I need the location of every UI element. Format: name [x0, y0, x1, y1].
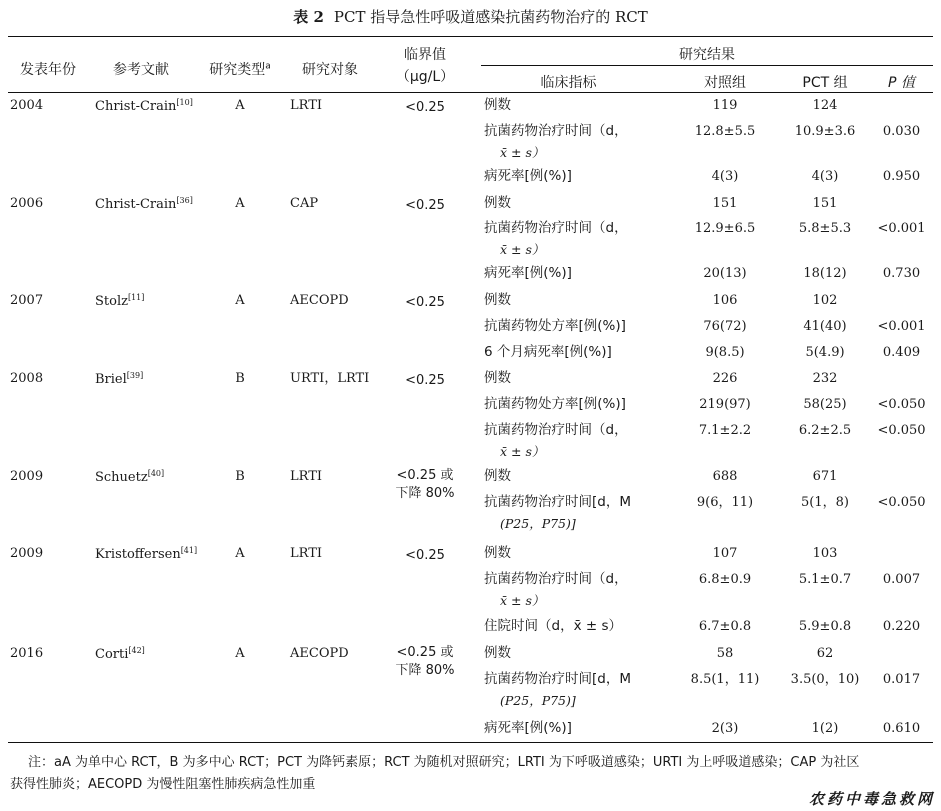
study-threshold: <0.25: [405, 198, 445, 213]
control-value: 7.1±2.2: [698, 423, 752, 438]
study-subject: LRTI: [290, 98, 322, 113]
pct-value: 5.8±5.3: [798, 221, 852, 236]
indicator-label-cont: x̄ ± s）: [500, 145, 545, 160]
p-value: 0.030: [882, 124, 921, 139]
study-subject: AECOPD: [290, 646, 349, 661]
study-reference: [95, 547, 197, 561]
reference-citation: [42]: [128, 646, 145, 655]
reference-author: Schuetz: [95, 470, 148, 485]
indicator-label: 例数: [484, 292, 511, 308]
indicator-label: 例数: [484, 97, 511, 113]
control-value: 4(3): [711, 169, 739, 184]
pct-value: 62: [816, 646, 834, 661]
bottom-rule: [8, 742, 933, 743]
control-value: 9(8.5): [705, 345, 745, 360]
pct-value: 5.9±0.8: [798, 619, 852, 634]
study-threshold: <0.25: [405, 295, 445, 310]
indicator-label: 抗菌药物治疗时间[d，M: [484, 494, 631, 510]
study-subject: LRTI: [290, 546, 322, 561]
control-value: 12.8±5.5: [694, 124, 756, 139]
reference-author: Christ-Crain: [95, 197, 177, 212]
pct-value: 671: [812, 469, 838, 484]
indicator-label: 例数: [484, 645, 511, 661]
study-year: 2009: [10, 546, 44, 561]
study-type: A: [235, 646, 245, 661]
p-value: 0.220: [882, 619, 921, 634]
header-reference: 参考文献: [113, 62, 169, 78]
pct-value: 58(25): [803, 397, 847, 412]
indicator-label: 抗菌药物治疗时间（d，: [484, 123, 628, 139]
control-value: 119: [712, 98, 738, 113]
pct-value: 10.9±3.6: [794, 124, 856, 139]
reference-citation: [39]: [126, 371, 144, 380]
study-subject: LRTI: [290, 469, 322, 484]
p-value: 0.610: [882, 721, 921, 736]
control-value: 688: [712, 469, 738, 484]
note-line-1: 注：aA 为单中心 RCT，B 为多中心 RCT；PCT 为降钙素原；RCT 为随机对照研究；LRTI 为下呼吸道感染；URTI 为上呼吸道感染；CAP 为社区: [28, 755, 860, 770]
control-value: 2(3): [711, 721, 739, 736]
control-value: 6.7±0.8: [698, 619, 752, 634]
pct-value: 4(3): [811, 169, 839, 184]
study-type: B: [235, 371, 245, 386]
study-reference: [95, 470, 164, 484]
control-value: 151: [712, 196, 738, 211]
p-value: 0.950: [882, 169, 921, 184]
indicator-label: 住院时间（d，x̄ ± s）: [484, 618, 622, 634]
study-type: B: [235, 469, 245, 484]
control-value: 226: [712, 371, 738, 386]
study-reference: [95, 372, 143, 386]
indicator-label: 抗菌药物治疗时间（d，: [484, 422, 628, 438]
indicator-label: 病死率[例(%)]: [484, 265, 572, 281]
study-threshold: <0.25: [405, 100, 445, 115]
pct-value: 3.5(0，10): [790, 672, 860, 687]
indicator-label-cont: (P25，P75)]: [500, 516, 576, 531]
table-label: 表 2: [293, 8, 324, 26]
indicator-label: 病死率[例(%)]: [484, 720, 572, 736]
pct-value: 41(40): [803, 319, 847, 334]
indicator-label-cont: x̄ ± s）: [500, 593, 545, 608]
study-year: 2016: [10, 646, 44, 661]
study-reference: [95, 197, 193, 211]
p-value: <0.050: [877, 423, 926, 438]
header-results: 研究结果: [679, 47, 735, 63]
study-type: A: [235, 196, 245, 211]
reference-citation: [11]: [127, 293, 145, 302]
study-year: 2004: [10, 98, 44, 113]
p-value: 0.017: [882, 672, 921, 687]
reference-author: Christ-Crain: [95, 99, 177, 114]
study-year: 2007: [10, 293, 44, 308]
study-threshold: <0.25 或: [396, 645, 454, 660]
indicator-label: 例数: [484, 468, 511, 484]
control-value: 20(13): [703, 266, 747, 281]
top-rule: [8, 36, 933, 37]
p-value: <0.001: [877, 221, 926, 236]
study-year: 2006: [10, 196, 44, 211]
indicator-label: 6 个月病死率[例(%)]: [484, 344, 612, 360]
study-reference: [95, 647, 145, 661]
indicator-label: 抗菌药物治疗时间[d，M: [484, 671, 631, 687]
reference-author: Kristoffersen: [95, 547, 181, 562]
indicator-label: 病死率[例(%)]: [484, 168, 572, 184]
control-value: 12.9±6.5: [694, 221, 756, 236]
pct-value: 1(2): [811, 721, 839, 736]
indicator-label: 抗菌药物处方率[例(%)]: [484, 396, 626, 412]
indicator-label-cont: x̄ ± s）: [500, 242, 545, 257]
control-value: 219(97): [699, 397, 751, 412]
reference-citation: [41]: [180, 546, 198, 555]
indicator-label-cont: x̄ ± s）: [500, 444, 545, 459]
header-indicator: 临床指标: [540, 75, 597, 91]
p-value: <0.050: [877, 397, 926, 412]
pct-value: 6.2±2.5: [798, 423, 852, 438]
study-threshold: 下降 80%: [395, 486, 455, 501]
reference-author: Corti: [95, 647, 129, 662]
study-reference: [95, 294, 144, 308]
control-value: 76(72): [703, 319, 747, 334]
pct-value: 151: [812, 196, 838, 211]
pct-value: 18(12): [803, 266, 847, 281]
indicator-label: 抗菌药物治疗时间（d，: [484, 220, 628, 236]
watermark-logo: 农药中毒急救网: [808, 790, 935, 808]
pct-value: 102: [812, 293, 838, 308]
p-value: <0.050: [877, 495, 926, 510]
study-type: A: [235, 546, 245, 561]
study-reference: [95, 99, 193, 113]
control-value: 106: [712, 293, 738, 308]
indicator-label: 例数: [484, 545, 511, 561]
study-subject: CAP: [290, 196, 319, 211]
header-threshold-1: 临界值: [404, 47, 446, 63]
pct-value: 5(1，8): [801, 495, 849, 510]
indicator-label: 例数: [484, 370, 511, 386]
header-bottom-rule: [8, 92, 933, 93]
p-value: 0.007: [882, 572, 921, 587]
table-caption: [0, 6, 941, 27]
study-subject: URTI，LRTI: [290, 371, 370, 386]
study-threshold: <0.25: [405, 548, 445, 563]
indicator-label: 例数: [484, 195, 511, 211]
control-value: 8.5(1，11): [690, 672, 760, 687]
study-type: A: [235, 98, 245, 113]
pct-value: 124: [812, 98, 838, 113]
study-year: 2009: [10, 469, 44, 484]
study-threshold: 下降 80%: [395, 663, 455, 678]
header-p-value: P 值: [888, 75, 915, 91]
pct-value: 103: [812, 546, 838, 561]
study-year: 2008: [10, 371, 44, 386]
control-value: 9(6，11): [696, 495, 754, 510]
header-year: 发表年份: [20, 62, 76, 78]
study-threshold: <0.25: [405, 373, 445, 388]
control-value: 58: [716, 646, 734, 661]
control-value: 107: [712, 546, 738, 561]
table-note: [10, 752, 928, 796]
study-subject: AECOPD: [290, 293, 349, 308]
table-title: PCT 指导急性呼吸道感染抗菌药物治疗的 RCT: [333, 8, 648, 26]
results-subrule: [481, 65, 933, 66]
header-pct-group: PCT 组: [802, 75, 848, 91]
p-value: 0.409: [882, 345, 921, 360]
header-control: 对照组: [704, 75, 746, 91]
header-study-type: 研究类型$^a$: [209, 61, 271, 78]
p-value: 0.730: [882, 266, 921, 281]
indicator-label: 抗菌药物处方率[例(%)]: [484, 318, 626, 334]
study-threshold: <0.25 或: [396, 468, 454, 483]
reference-citation: [40]: [147, 469, 165, 478]
p-value: <0.001: [877, 319, 926, 334]
header-subject: 研究对象: [302, 62, 358, 78]
reference-citation: [36]: [176, 196, 193, 205]
study-type: A: [235, 293, 245, 308]
reference-author: Stolz: [95, 294, 128, 309]
note-line-2: 获得性肺炎；AECOPD 为慢性阻塞性肺疾病急性加重: [10, 777, 316, 792]
pct-value: 232: [812, 371, 838, 386]
indicator-label: 抗菌药物治疗时间（d，: [484, 571, 628, 587]
pct-value: 5(4.9): [805, 345, 845, 360]
header-threshold-2: （μg/L）: [395, 69, 455, 85]
control-value: 6.8±0.9: [698, 572, 752, 587]
reference-author: Briel: [95, 372, 127, 387]
reference-citation: [10]: [176, 98, 193, 107]
indicator-label-cont: (P25，P75)]: [500, 693, 576, 708]
pct-value: 5.1±0.7: [798, 572, 852, 587]
